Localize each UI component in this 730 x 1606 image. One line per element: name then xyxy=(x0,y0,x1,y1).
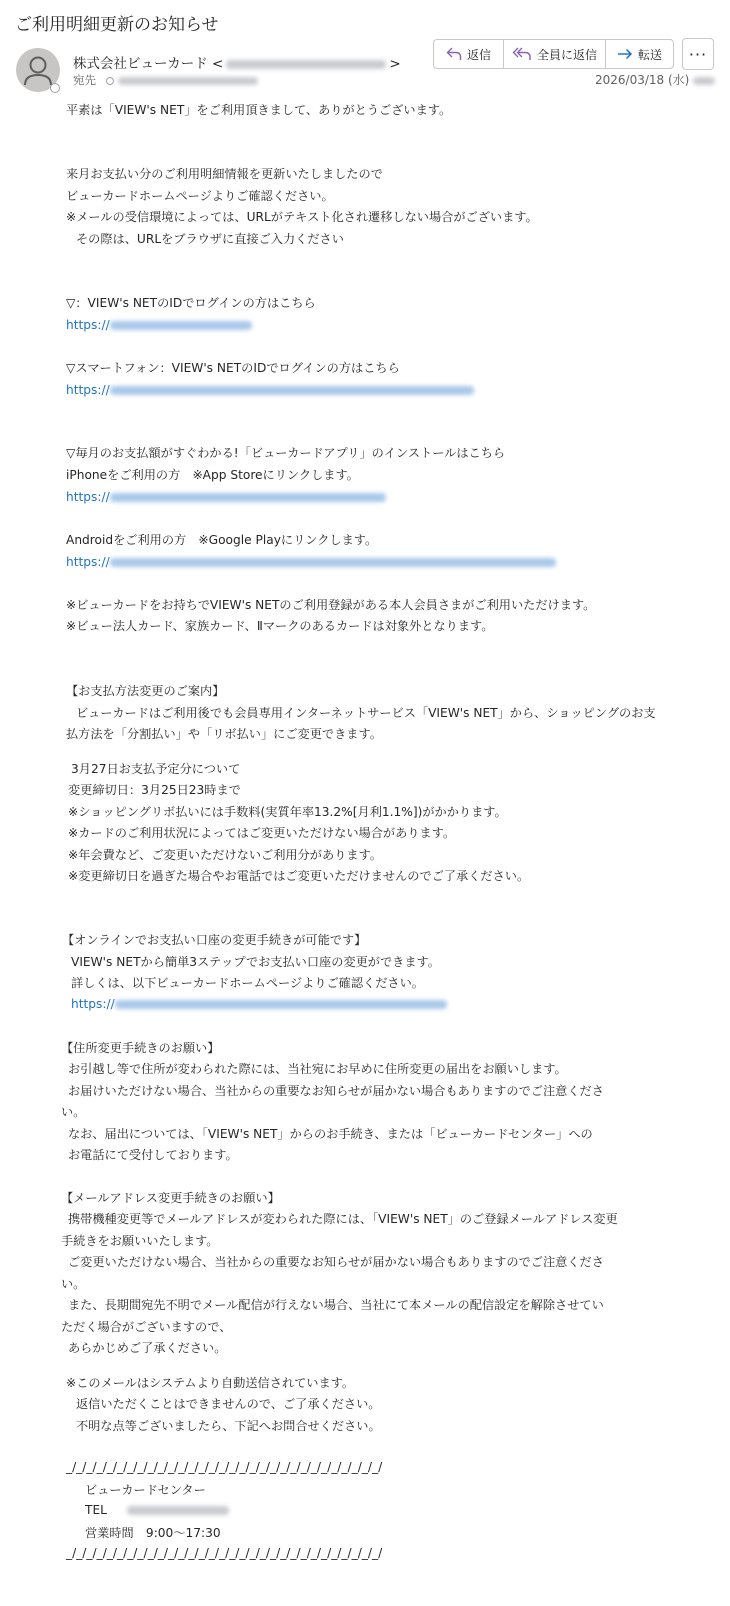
sender-name-end: > xyxy=(389,56,401,72)
url-redacted xyxy=(110,386,474,395)
mail-line: あらかじめご了承ください。 xyxy=(68,1341,227,1355)
reply-all-button[interactable] xyxy=(504,40,606,68)
payment-section-title: 【お支払方法変更のご案内】 xyxy=(66,684,225,698)
contact-hours: 営業時間 9:00～17:30 xyxy=(85,1526,221,1540)
reply-button[interactable] xyxy=(434,40,504,68)
auto-notice-line: 不明な点等ございましたら、下記へお問合せください。 xyxy=(76,1419,381,1433)
payment-line: ※ショッピングリボ払いには手数料(実質年率13.2%[月利1.1%])がかかります。 xyxy=(68,805,507,819)
url-redacted xyxy=(115,1000,447,1009)
app-iphone-link[interactable] xyxy=(66,490,386,504)
contact-tel-line xyxy=(85,1503,229,1517)
intro-line: 来月お支払い分のご利用明細情報を更新いたしましたので xyxy=(66,167,383,181)
to-label: 宛先 xyxy=(73,73,96,87)
login-sp-link[interactable] xyxy=(66,383,474,397)
payment-line: ※変更締切日を過ぎた場合やお電話ではご変更いただけませんのでご了承ください。 xyxy=(68,869,530,883)
url-redacted xyxy=(110,558,556,567)
url-prefix: https:// xyxy=(71,997,115,1011)
signature-divider: _/_/_/_/_/_/_/_/_/_/_/_/_/_/_/_/_/_/_/_/_/_/_/_/_/_/_/_/_/_/_/ xyxy=(66,1460,383,1474)
url-prefix: https:// xyxy=(66,555,110,569)
reply-label: 返信 xyxy=(466,47,491,62)
mail-line: ただく場合がございますので、 xyxy=(61,1320,232,1334)
forward-button[interactable] xyxy=(606,40,673,68)
note-line: ※ビュー法人カード、家族カード、Ⅱマークのあるカードは対象外となります。 xyxy=(66,619,494,633)
forward-arrow-icon xyxy=(617,47,633,61)
account-line: 詳しくは、以下ビューカードホームページよりご確認ください。 xyxy=(71,976,424,990)
login-sp-heading: ▽スマートフォン：VIEW's NETのIDでログインの方はこちら xyxy=(66,361,400,375)
address-line: お引越し等で住所が変わられた際には、当社宛にお早めに住所変更の届出をお願いします。 xyxy=(68,1062,567,1076)
payment-line: ※カードのご利用状況によってはご変更いただけない場合があります。 xyxy=(68,826,456,840)
tel-redacted xyxy=(127,1506,229,1515)
note-line: ※ビューカードをお持ちでVIEW's NETのご利用登録がある本人会員さまがご利用いただけます。 xyxy=(66,598,596,612)
mail-line: い。 xyxy=(61,1277,86,1291)
sender-name: 株式会社ビューカード < xyxy=(73,56,224,72)
presence-status-icon xyxy=(50,83,60,93)
auto-notice-line: ※このメールはシステムより自動送信されています。 xyxy=(66,1376,355,1390)
mail-line: 携帯機種変更等でメールアドレスが変わられた際には、「VIEW's NET」のご登録メールアドレス変更 xyxy=(68,1212,618,1226)
app-heading: ▽毎月のお支払額がすぐわかる!「ビューカードアプリ」のインストールはこちら xyxy=(66,446,506,460)
mail-line: 手続きをお願いいたします。 xyxy=(61,1234,219,1248)
reply-arrow-icon xyxy=(446,47,462,61)
app-android-link[interactable] xyxy=(66,555,556,569)
url-redacted xyxy=(110,493,386,502)
payment-line: ビューカードはご利用後でも会員専用インターネットサービス「VIEW's NET」から、ショッピングのお支 xyxy=(76,706,656,720)
url-prefix: https:// xyxy=(66,383,110,397)
more-icon: ··· xyxy=(688,44,708,64)
address-line: お電話にて受付しております。 xyxy=(68,1148,238,1162)
payment-line: 3月27日お支払予定分について xyxy=(71,762,241,776)
mail-line: また、長期間宛先不明でメール配信が行えない場合、当社にて本メールの配信設定を解除させてい xyxy=(68,1298,604,1312)
received-date xyxy=(595,71,715,88)
login-pc-link[interactable] xyxy=(66,318,252,332)
address-section-title: 【住所変更手続きのお願い】 xyxy=(61,1041,220,1055)
payment-line: 変更締切日：3月25日23時まで xyxy=(68,783,241,797)
intro-line: ※メールの受信環境によっては、URLがテキスト化され遷移しない場合がございます。 xyxy=(66,210,538,224)
mail-line: ご変更いただけない場合、当社からの重要なお知らせが届かない場合もありますのでご注意くださ xyxy=(68,1255,604,1269)
reply-all-label: 全員に返信 xyxy=(536,47,597,62)
message-actions xyxy=(433,39,674,69)
recipient-redacted[interactable] xyxy=(118,77,258,85)
payment-line: ※年会費など、ご変更いただけないご利用分があります。 xyxy=(68,848,382,862)
forward-label: 転送 xyxy=(637,47,662,62)
address-line: お届けいただけない場合、当社からの重要なお知らせが届かない場合もありますのでご注意くださ xyxy=(68,1084,604,1098)
login-pc-heading: ▽：VIEW's NETのIDでログインの方はこちら xyxy=(66,296,316,310)
recipient-line xyxy=(73,72,258,88)
url-prefix: https:// xyxy=(66,490,110,504)
signature-divider: _/_/_/_/_/_/_/_/_/_/_/_/_/_/_/_/_/_/_/_/_/_/_/_/_/_/_/_/_/_/_/ xyxy=(66,1546,383,1560)
contact-center-name: ビューカードセンター xyxy=(85,1483,206,1497)
intro-line: ビューカードホームページよりご確認ください。 xyxy=(66,189,334,203)
recipient-status-icon xyxy=(106,77,114,85)
email-subject: ご利用明細更新のお知らせ xyxy=(15,15,219,35)
more-actions-button[interactable] xyxy=(682,38,714,70)
account-line: VIEW's NETから簡単3ステップでお支払い口座の変更ができます。 xyxy=(71,955,440,969)
app-android-text: Androidをご利用の方 ※Google Playにリンクします。 xyxy=(66,533,378,547)
mail-section-title: 【メールアドレス変更手続きのお願い】 xyxy=(61,1191,280,1205)
address-line: なお、届出については、「VIEW's NET」からのお手続き、または「ビューカードセンター」への xyxy=(68,1127,593,1141)
account-section-title: 【オンラインでお支払い口座の変更手続きが可能です】 xyxy=(62,933,367,947)
account-link[interactable] xyxy=(71,997,447,1011)
address-line: い。 xyxy=(61,1105,86,1119)
app-iphone-text: iPhoneをご利用の方 ※App Storeにリンクします。 xyxy=(66,468,359,482)
date-text: 2026/03/18 (水) xyxy=(595,73,690,87)
intro-line: その際は、URLをブラウザに直接ご入力ください xyxy=(76,232,344,246)
url-prefix: https:// xyxy=(66,318,110,332)
time-redacted xyxy=(693,77,715,85)
tel-label: TEL xyxy=(85,1503,107,1517)
sender-line[interactable] xyxy=(73,52,401,72)
reply-all-arrow-icon xyxy=(512,47,532,61)
sender-email-redacted xyxy=(226,60,386,69)
url-redacted xyxy=(110,321,252,330)
payment-line: 払方法を「分割払い」や「リボ払い」にご変更できます。 xyxy=(66,727,382,741)
greeting-text: 平素は「VIEW's NET」をご利用頂きまして、ありがとうございます。 xyxy=(66,103,452,117)
auto-notice-line: 返信いただくことはできませんので、ご了承ください。 xyxy=(76,1397,381,1411)
